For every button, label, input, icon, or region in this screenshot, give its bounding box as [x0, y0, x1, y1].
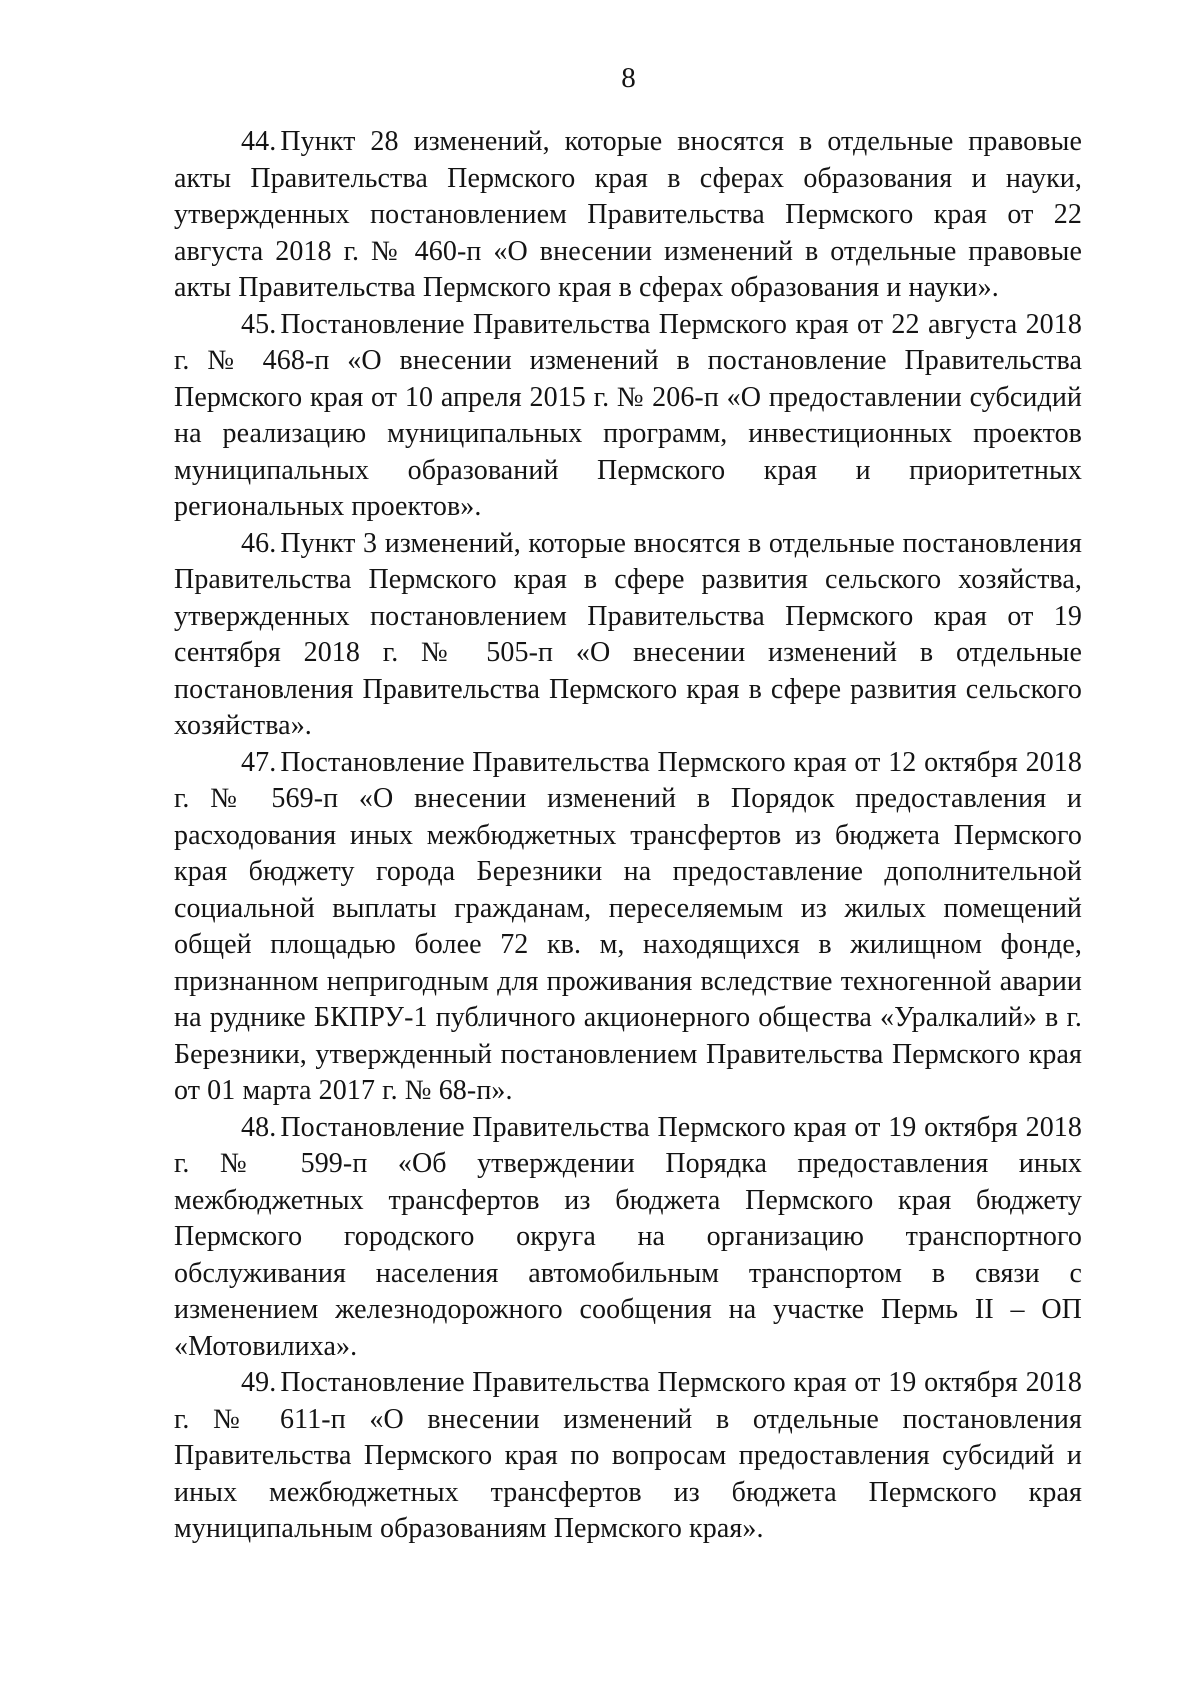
page-number: 8 — [621, 62, 636, 94]
paragraph-47 — [174, 745, 1082, 1110]
paragraph-number: 44. — [241, 126, 277, 157]
paragraph-number: 48. — [241, 1111, 277, 1143]
paragraph-number: 45. — [241, 308, 277, 340]
paragraph-number: 49. — [241, 1367, 277, 1398]
paragraph-text: Постановление Правительства Пермского края от 19 октября 2018 г. № 599-п «Об утверждении Порядка предоставления иных межбюджетных трансфертов из бюджета Пермского края бюджету Пермского городского округа на организацию транспортного обслуживания населения автомобильным транспортом в связи с изменением железнодорожного сообщения на участке Пермь II – ОП «Мотовилиха». — [174, 1111, 1082, 1362]
paragraph-44 — [174, 124, 1082, 307]
paragraph-text: Пункт 28 изменений, которые вносятся в отдельные правовые акты Правительства Пермского края в сферах образования и науки, утвержденных постановлением Правительства Пермского края от 22 августа 2018 г. № 460-п «О внесении изменений в отдельные правовые акты Правительства Пермского края в сферах образования и науки». — [174, 126, 1082, 303]
paragraph-text: Постановление Правительства Пермского края от 22 августа 2018 г. № 468-п «О внесении изменений в постановление Правительства Пермского края от 10 апреля 2015 г. № 206-п «О предоставлении субсидий на реализацию муниципальных программ, инвестиционных проектов муниципальных образований Пермского края и приоритетных региональных проектов». — [174, 308, 1082, 522]
paragraph-text: Постановление Правительства Пермского края от 12 октября 2018 г. № 569-п «О внесении изменений в Порядок предоставления и расходования иных межбюджетных трансфертов из бюджета Пермского края бюджету города Березники на предоставление дополнительной социальной выплаты гражданам, переселяемым из жилых помещений общей площадью более 72 кв. м, находящихся в жилищном фонде, признанном непригодным для проживания вследствие техногенной аварии на руднике БКПРУ-1 публичного акционерного общества «Уралкалий» в г. Березники, утвержденный постановлением Правительства Пермского края от 01 марта 2017 г. № 68-п». — [174, 746, 1082, 1106]
paragraph-text: Постановление Правительства Пермского края от 19 октября 2018 г. № 611-п «О внесении изменений в отдельные постановления Правительства Пермского края по вопросам предоставления субсидий и иных межбюджетных трансфертов из бюджета Пермского края муниципальным образованиям Пермского края». — [174, 1367, 1082, 1544]
paragraph-46 — [174, 526, 1082, 745]
paragraph-49 — [174, 1365, 1082, 1548]
paragraph-number: 46. — [241, 527, 277, 559]
document-body — [174, 124, 1082, 1548]
paragraph-number: 47. — [241, 746, 277, 778]
paragraph-45 — [174, 307, 1082, 526]
paragraph-48 — [174, 1110, 1082, 1366]
paragraph-text: Пункт 3 изменений, которые вносятся в отдельные постановления Правительства Пермского края в сфере развития сельского хозяйства, утвержденных постановлением Правительства Пермского края от 19 сентября 2018 г. № 505-п «О внесении изменений в отдельные постановления Правительства Пермского края в сфере развития сельского хозяйства». — [174, 527, 1082, 741]
